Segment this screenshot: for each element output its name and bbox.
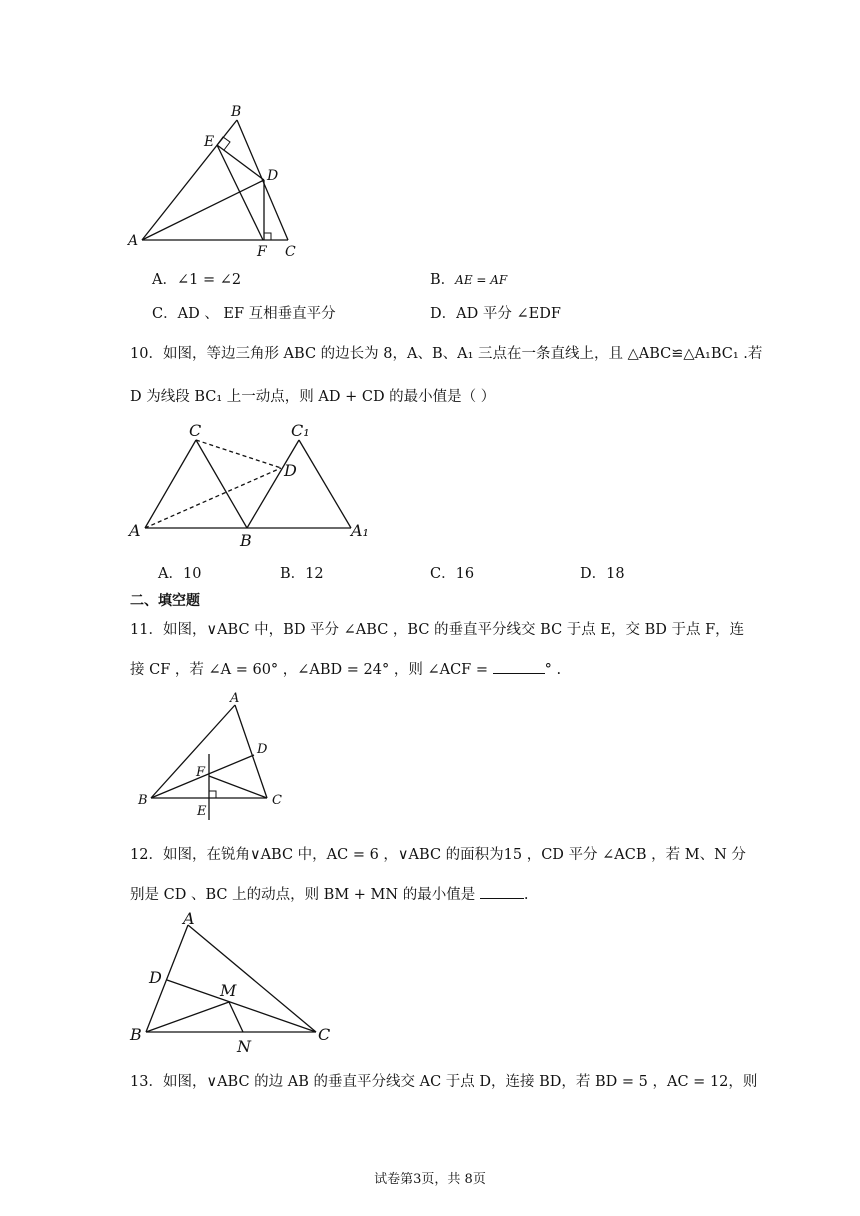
q10-text-line1: 10．如图，等边三角形 ABC 的边长为 8，A、B、A₁ 三点在一条直线上，且 △ABC≌△A₁BC₁ .若 <box>130 346 763 362</box>
label-D: D <box>267 168 279 184</box>
label-E: E <box>204 134 215 150</box>
label-F: F <box>257 244 267 260</box>
q10-option-b[interactable]: B．12 <box>280 566 324 582</box>
label-B: B <box>231 104 242 120</box>
q9-option-c[interactable]: C．AD 、 EF 互相垂直平分 <box>152 306 336 322</box>
label-A1: A₁ <box>351 521 369 540</box>
q12-text-line2: 别是 CD 、BC 上的动点，则 BM + MN 的最小值是 . <box>130 884 528 905</box>
figure-q11 <box>130 688 300 828</box>
label-F: F <box>196 765 206 780</box>
figure-q9 <box>120 100 320 265</box>
answer-blank[interactable] <box>480 884 524 899</box>
q9-option-b[interactable]: B．AE = AF <box>430 272 508 288</box>
page-footer: 试卷第3页，共 8页 <box>374 1172 486 1187</box>
figure-q10 <box>125 420 385 550</box>
q11-text-line1: 11．如图，∨ABC 中，BD 平分 ∠ABC ，BC 的垂直平分线交 BC 于点 E，交 BD 于点 F，连 <box>130 622 745 638</box>
q10-text-line2: D 为线段 BC₁ 上一动点，则 AD + CD 的最小值是（ ） <box>130 389 496 405</box>
label-C: C <box>189 421 202 440</box>
label-M: M <box>220 981 237 1000</box>
q9-option-d[interactable]: D．AD 平分 ∠EDF <box>430 306 561 322</box>
label-A: A <box>128 233 139 249</box>
section-heading: 二、填空题 <box>130 593 200 609</box>
label-A: A <box>230 691 240 706</box>
label-A: A <box>183 909 195 928</box>
label-C: C <box>272 793 282 808</box>
label-D: D <box>284 461 297 480</box>
q9-option-a[interactable]: A．∠1 = ∠2 <box>152 272 242 288</box>
q11-text-line2: 接 CF ，若 ∠A = 60° ，∠ABD = 24° ，则 ∠ACF = ° . <box>130 659 561 680</box>
figure-q12 <box>125 908 345 1058</box>
label-C: C <box>318 1025 331 1044</box>
label-C1: C₁ <box>291 421 310 440</box>
label-N: N <box>237 1037 251 1056</box>
label-D: D <box>149 968 162 987</box>
answer-blank[interactable] <box>493 659 545 674</box>
q12-text-line1: 12．如图，在锐角∨ABC 中，AC = 6 ，∨ABC 的面积为15 ，CD 平分 ∠ACB ，若 M、N 分 <box>130 847 746 863</box>
q10-option-c[interactable]: C．16 <box>430 566 475 582</box>
label-E: E <box>197 804 207 819</box>
q13-text-line1: 13．如图，∨ABC 的边 AB 的垂直平分线交 AC 于点 D，连接 BD，若 BD = 5 ，AC = 12，则 <box>130 1074 758 1090</box>
label-D: D <box>257 742 268 757</box>
label-B: B <box>130 1025 142 1044</box>
label-B: B <box>138 793 148 808</box>
label-B: B <box>240 531 252 550</box>
label-C: C <box>285 244 296 260</box>
label-A: A <box>129 521 141 540</box>
q10-option-a[interactable]: A．10 <box>158 566 202 582</box>
q10-option-d[interactable]: D．18 <box>580 566 625 582</box>
